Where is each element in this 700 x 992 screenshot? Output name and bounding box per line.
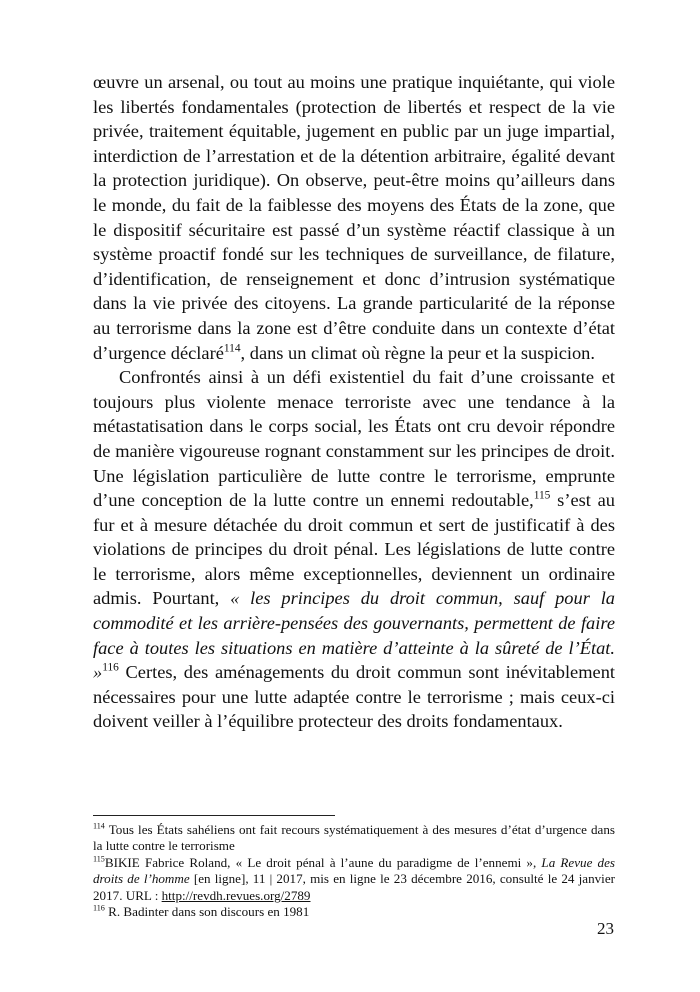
paragraph-2-text-a: Confrontés ainsi à un défi existentiel du fait d’une croissante et toujours plus violente menace terroriste avec une tendance à la métastatisation dans le corps social, les États ont cru devoir répondre de manière vigoureuse rognant constamment sur les principes de droit. Une législation particulière de lutte contre le terrorisme, emprunte d’une conception de la lutte contre un ennemi redoutable, [93, 367, 615, 511]
footnote-116 [93, 904, 615, 920]
paragraph-1-text-a: œuvre un arsenal, ou tout au moins une pratique inquiétante, qui viole les libertés fondamentales (protection de libertés et respect de la vie privée, traitement équitable, jugement en public par un juge impartial, interdiction de l’arrestation et de la détention arbitraire, égalité devant la protection juridique). On observe, peut-être moins qu’ailleurs dans le monde, du fait de la faiblesse des moyens des États de la zone, que le dispositif sécuritaire est passé d’un système réactif classique à un système proactif fondé sur les techniques de surveillance, de filature, d’identification, de renseignement et donc d’intrusion systématique dans la vie privée des citoyens. La grande particularité de la réponse au terrorisme dans la zone est d’être conduite dans un contexte d’état d’urgence déclaré [93, 72, 615, 363]
footnote-ref-115[interactable]: 115 [533, 489, 551, 502]
badinter-quote: « les principes du droit commun, sauf pour la commodité et les arrière-pensées des gouvernants, permettent de faire face à toutes les situations en matière d’atteinte à la sûreté de l’État. » [93, 588, 615, 683]
footnote-text: Tous les États sahéliens ont fait recours systématiquement à des mesures d’état d’urgence dans la lutte contre le terrorisme [93, 822, 615, 854]
paragraph-2-text-c: Certes, des aménagements du droit commun sont inévitablement nécessaires pour une lutte adaptée contre le terrorisme ; mais ceux-ci doivent veiller à l’équilibre protecteur des droits fondamentaux. [93, 662, 615, 732]
footnote-number: 116 [93, 903, 105, 913]
footnote-details: [en ligne], 11 | 2017, mis en ligne le 23 décembre 2016, consulté le 24 janvier 2017. URL : [93, 871, 615, 903]
paragraph-2 [93, 365, 615, 734]
footnote-114 [93, 822, 615, 855]
paragraph-2-text-b: s’est au fur et à mesure détachée du droit commun et sert de justificatif à des violations de principes du droit pénal. Les législations de lutte contre le terrorisme, alors même exceptionnelles, deviennent un ordinaire admis. Pourtant, [93, 490, 615, 609]
footnote-journal: La Revue des droits de l’homme [93, 854, 616, 887]
footnote-url-link[interactable]: http://revdh.revues.org/2789 [161, 887, 311, 903]
footnote-115 [93, 855, 615, 904]
footnote-ref-114[interactable]: 114 [223, 342, 241, 355]
page-number: 23 [597, 919, 614, 938]
footnote-author: BIKIE Fabrice Roland, « Le droit pénal à l’aune du paradigme de l’ennemi », [104, 854, 542, 870]
footnote-separator [93, 815, 335, 816]
footnote-number: 115 [93, 854, 105, 864]
footnote-number: 114 [93, 821, 105, 831]
paragraph-1-text-b: , dans un climat où règne la peur et la suspicion. [240, 342, 595, 363]
footnote-text: R. Badinter dans son discours en 1981 [104, 904, 310, 920]
paragraph-1 [93, 70, 615, 365]
footnotes [93, 822, 615, 920]
main-text [93, 70, 615, 734]
footnote-ref-116[interactable]: 116 [102, 661, 119, 674]
